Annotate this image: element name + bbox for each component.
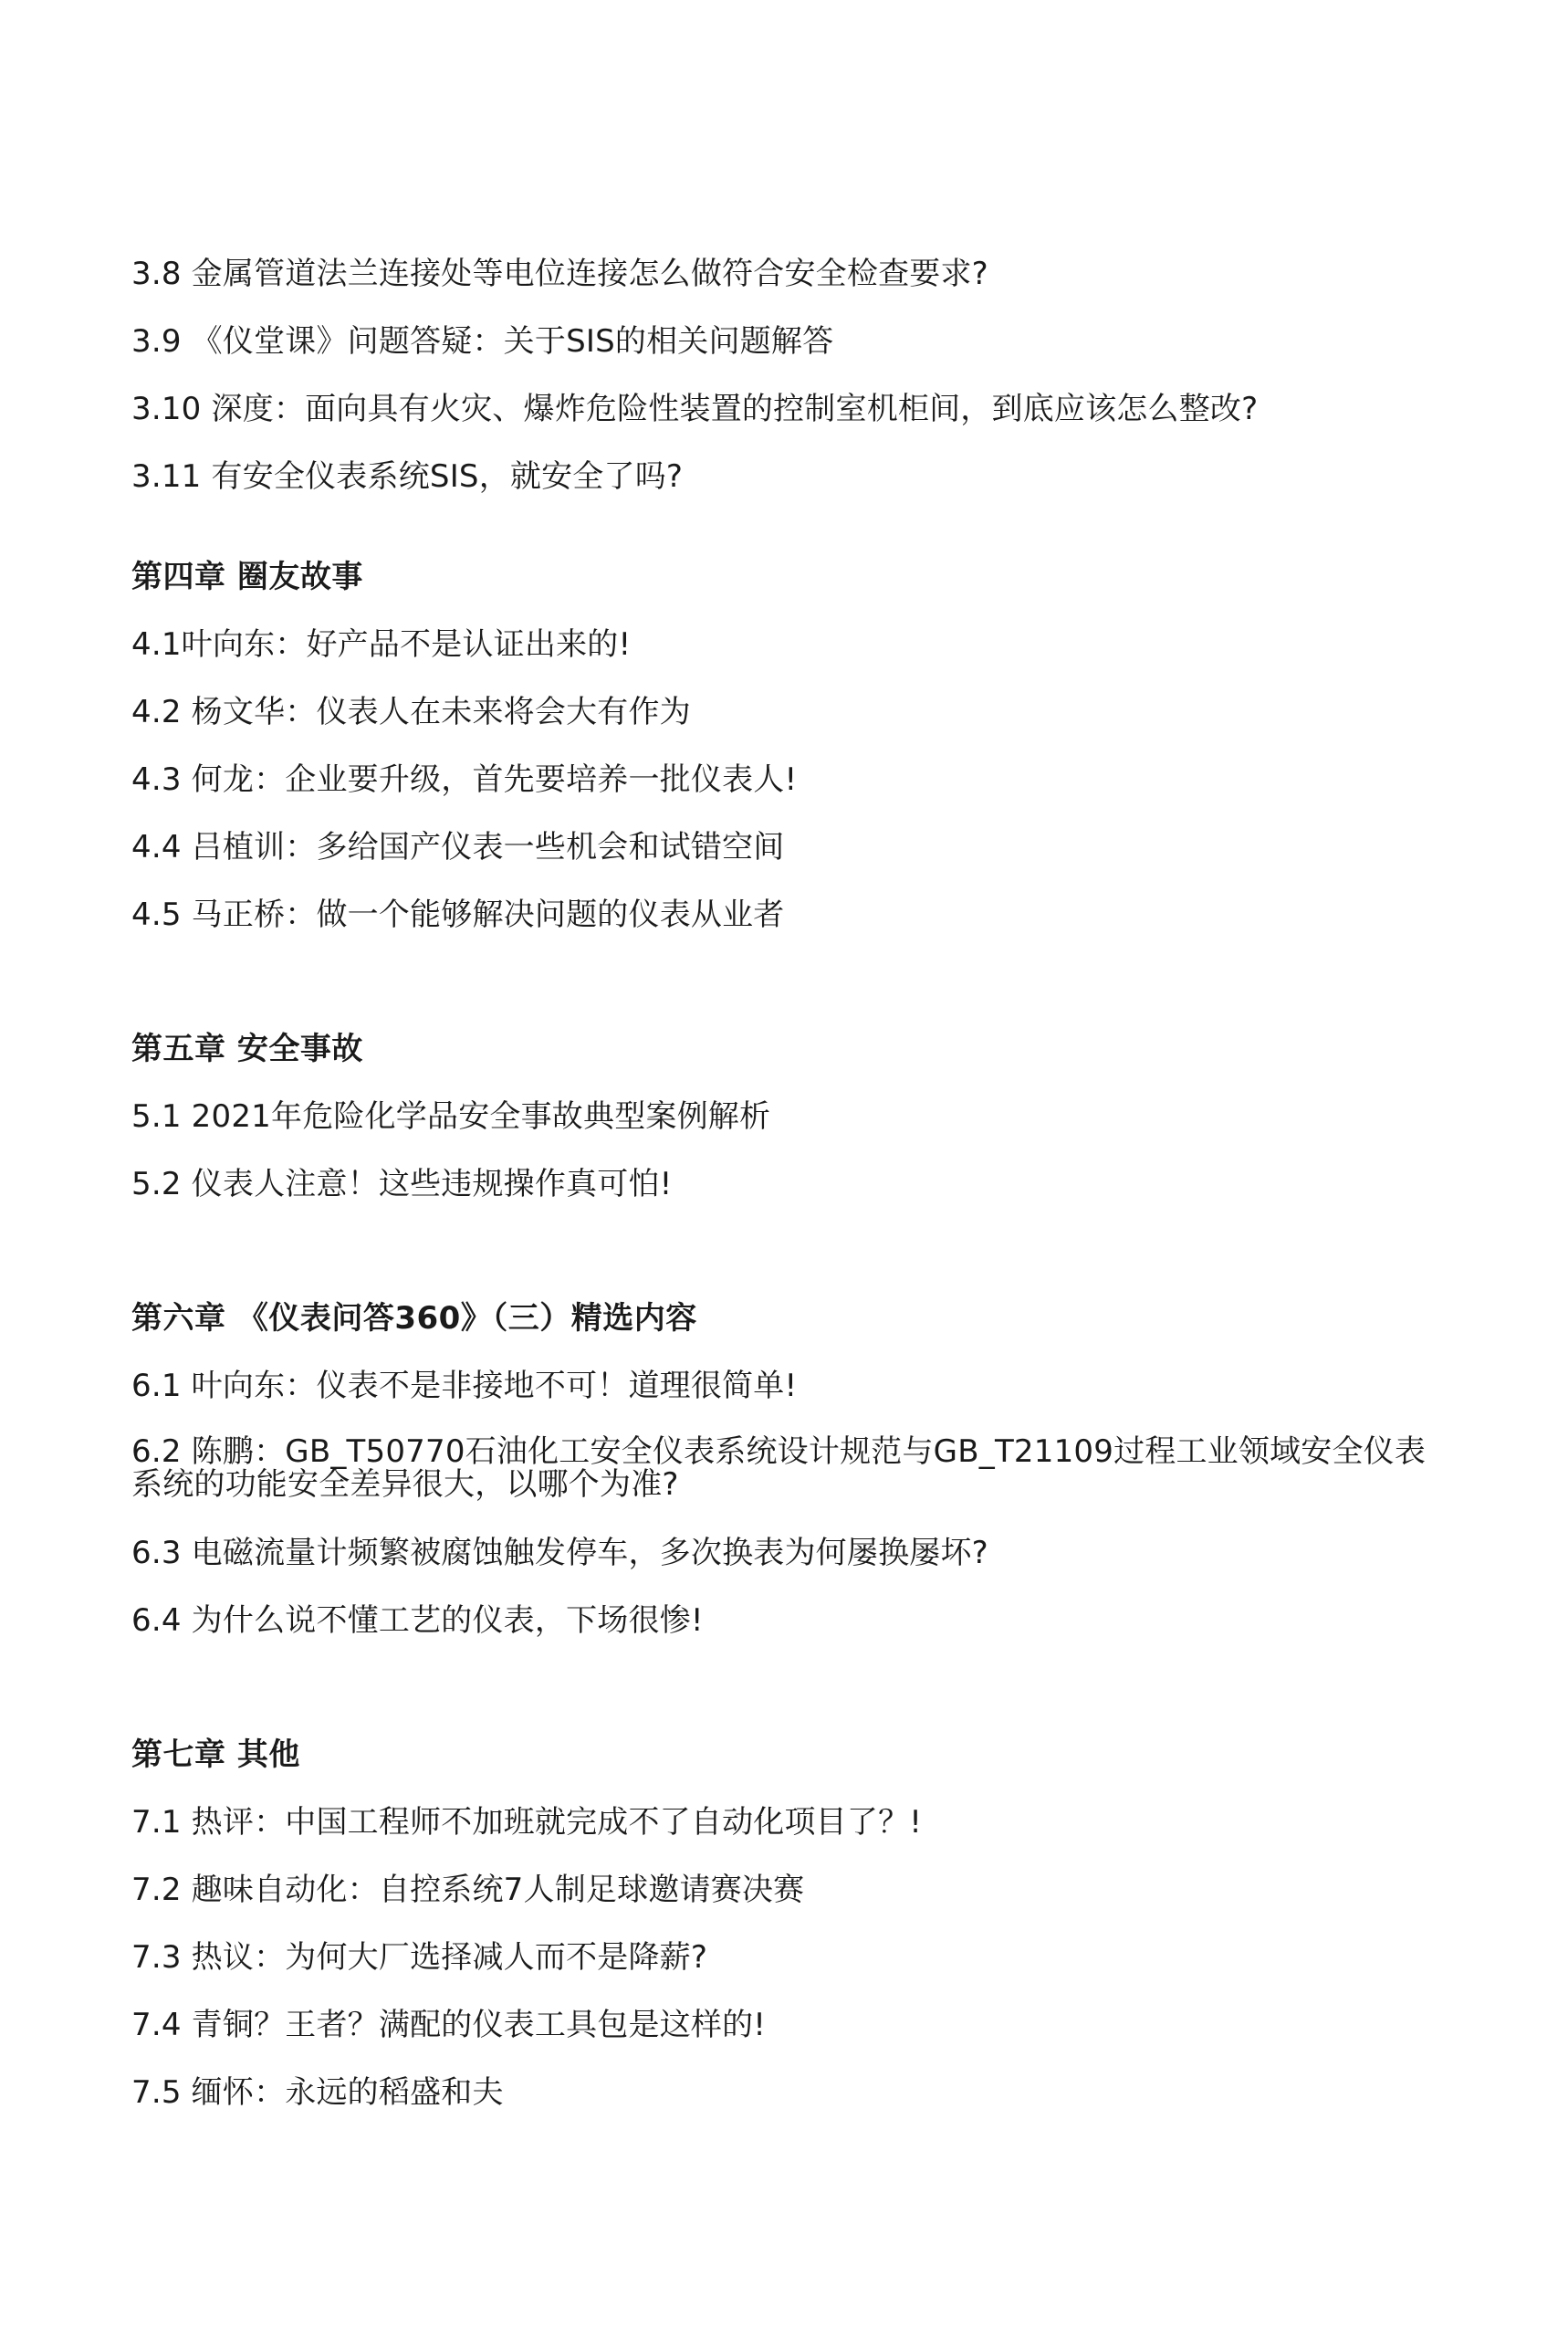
toc-item-6-3[interactable]: 6.3 电磁流量计频繁被腐蚀触发停车，多次换表为何屡换屡坏? [131,1535,988,1571]
toc-item-7-3[interactable]: 7.3 热议：为何大厂选择减人而不是降薪? [131,1939,708,1976]
chapter-5-heading: 第五章 安全事故 [131,1031,363,1067]
chapter-4-heading: 第四章 圈友故事 [131,559,363,595]
toc-item-4-4[interactable]: 4.4 吕植训：多给国产仪表一些机会和试错空间 [131,829,785,866]
toc-item-7-4[interactable]: 7.4 青铜？王者？满配的仪表工具包是这样的! [131,2007,767,2043]
toc-item-7-2[interactable]: 7.2 趣味自动化：自控系统7人制足球邀请赛决赛 [131,1872,805,1908]
toc-item-7-1[interactable]: 7.1 热评：中国工程师不加班就完成不了自动化项目了？! [131,1804,923,1841]
toc-item-6-1[interactable]: 6.1 叶向东：仪表不是非接地不可！道理很简单! [131,1368,798,1404]
toc-item-3-9[interactable]: 3.9 《仪堂课》问题答疑：关于SIS的相关问题解答 [131,323,834,360]
toc-item-6-4[interactable]: 6.4 为什么说不懂工艺的仪表，下场很惨! [131,1602,704,1639]
toc-item-5-2[interactable]: 5.2 仪表人注意！这些违规操作真可怕! [131,1166,673,1202]
toc-item-3-8[interactable]: 3.8 金属管道法兰连接处等电位连接怎么做符合安全检查要求? [131,256,988,292]
toc-item-3-11[interactable]: 3.11 有安全仪表系统SIS，就安全了吗? [131,458,684,495]
toc-item-4-2[interactable]: 4.2 杨文华：仪表人在未来将会大有作为 [131,694,691,730]
toc-item-7-5[interactable]: 7.5 缅怀：永远的稻盛和夫 [131,2074,504,2111]
chapter-6-heading: 第六章 《仪表问答360》（三）精选内容 [131,1300,697,1337]
toc-item-3-10[interactable]: 3.10 深度：面向具有火灾、爆炸危险性装置的控制室机柜间，到底应该怎么整改? [131,391,1259,427]
toc-item-5-1[interactable]: 5.1 2021年危险化学品安全事故典型案例解析 [131,1098,771,1135]
toc-item-4-5[interactable]: 4.5 马正桥：做一个能够解决问题的仪表从业者 [131,897,785,933]
toc-item-4-3[interactable]: 4.3 何龙：企业要升级，首先要培养一批仪表人! [131,761,798,798]
toc-item-4-1[interactable]: 4.1叶向东：好产品不是认证出来的! [131,626,632,663]
chapter-7-heading: 第七章 其他 [131,1736,300,1773]
toc-item-6-2[interactable]: 6.2 陈鹏：GB_T50770石油化工安全仪表系统设计规范与GB_T21109过程工业领域安全仪表系统的功能安全差异很大，以哪个为准? [131,1433,1427,1503]
